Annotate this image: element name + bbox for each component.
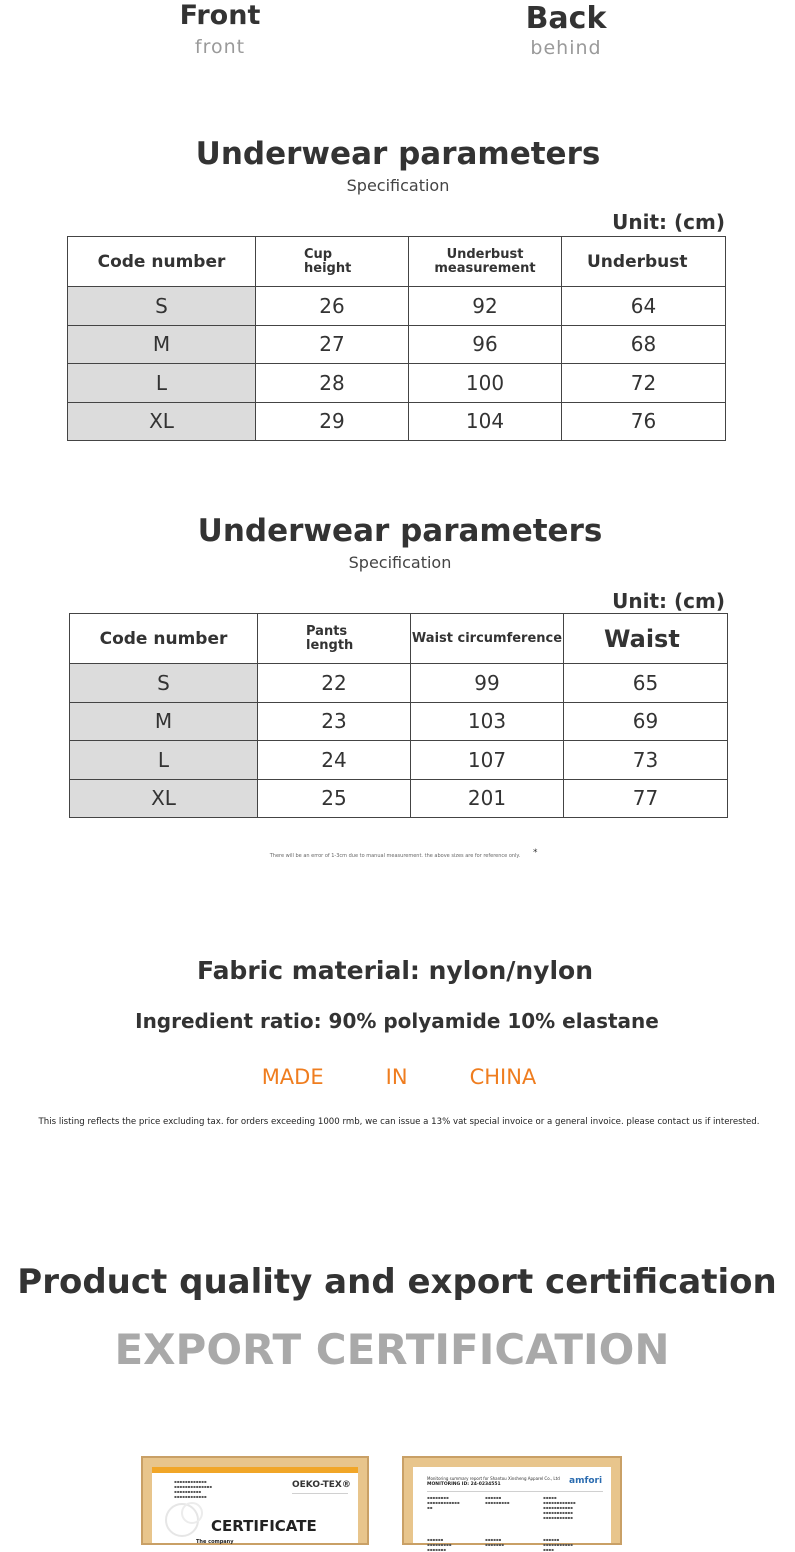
header-underbust-measurement-label: Underbust measurement — [434, 246, 536, 276]
monitoring-report-heading: Monitoring summary report for Shantou Xinsheng Apparel Co., Ltd — [427, 1476, 560, 1481]
cup-height-value: 26 — [256, 287, 409, 326]
back-title: Back — [525, 1, 607, 36]
pants-length-value: 23 — [258, 702, 411, 741]
certificate-fine-print: ▪▪▪▪▪▪▪▪▪▪▪▪ ▪▪▪▪▪▪▪▪▪▪▪▪▪▪ ▪▪▪▪▪▪▪▪▪▪ ▪▪▪▪▪▪▪▪▪▪▪▪ — [174, 1479, 212, 1499]
table-header-row — [68, 237, 726, 287]
table-row — [70, 664, 728, 703]
pants-length-value: 25 — [258, 779, 411, 818]
ingredient-ratio: Ingredient ratio: 90% polyamide 10% elastane — [135, 1009, 659, 1033]
fabric-material: Fabric material: nylon/nylon — [196, 956, 594, 985]
certification-title: Product quality and export certification — [17, 1262, 777, 1302]
waist-value: 77 — [564, 779, 728, 818]
table-row — [70, 779, 728, 818]
tax-invoice-note: This listing reflects the price excluding tax. for orders exceeding 1000 rmb, we can issue a 13% vat special invoice or a general invoice. please contact us if interested. — [38, 1117, 760, 1127]
waist-circumference-value: 201 — [411, 779, 564, 818]
table-row — [70, 741, 728, 780]
oeko-certificate-paper — [152, 1467, 358, 1543]
table-row — [68, 364, 726, 403]
table1-title: Underwear parameters — [195, 136, 601, 172]
logo-underline — [292, 1493, 348, 1494]
underbust-value: 64 — [562, 287, 726, 326]
underbust-measurement-value: 100 — [409, 364, 562, 403]
report-column-3: ▪▪▪▪▪ ▪▪▪▪▪▪▪▪▪▪▪▪ ▪▪▪▪▪▪▪▪▪▪▪ ▪▪▪▪▪▪▪▪▪▪▪ ▪▪▪▪▪▪▪▪▪▪▪ — [543, 1495, 576, 1520]
cup-height-value: 27 — [256, 325, 409, 364]
size-code: XL — [70, 779, 258, 818]
decorative-pattern-icon — [162, 1495, 217, 1545]
header-waist: Waist — [564, 614, 728, 664]
size-code: L — [68, 364, 256, 403]
waist-value: 73 — [564, 741, 728, 780]
report-column-5: ▪▪▪▪▪▪ ▪▪▪▪▪▪▪ — [485, 1537, 504, 1547]
underbust-measurement-value: 96 — [409, 325, 562, 364]
report-column-1: ▪▪▪▪▪▪▪▪ ▪▪▪▪▪▪▪▪▪▪▪▪ ▪▪ — [427, 1495, 460, 1510]
table1-subtitle: Specification — [346, 176, 450, 195]
size-code: XL — [68, 402, 256, 441]
header-pants-length — [258, 614, 411, 664]
header-code-number: Code number — [70, 614, 258, 664]
table1-unit: Unit: (cm) — [612, 210, 725, 234]
size-code: L — [70, 741, 258, 780]
size-code: M — [68, 325, 256, 364]
underbust-measurement-value: 92 — [409, 287, 562, 326]
pants-length-value: 22 — [258, 664, 411, 703]
report-divider — [427, 1491, 603, 1492]
waist-value: 65 — [564, 664, 728, 703]
measurement-note: There will be an error of 1-3cm due to manual measurement. the above sizes are for reference only. — [269, 853, 521, 859]
pants-length-value: 24 — [258, 741, 411, 780]
table-row — [68, 402, 726, 441]
header-code-number: Code number — [68, 237, 256, 287]
front-subtitle: front — [194, 36, 246, 58]
table-row — [70, 702, 728, 741]
underbust-value: 68 — [562, 325, 726, 364]
amfori-logo: amfori — [569, 1476, 603, 1486]
oeko-tex-logo: OEKO-TEX® — [292, 1480, 351, 1490]
waist-circumference-value: 103 — [411, 702, 564, 741]
certificate-label: CERTIFICATE — [211, 1517, 317, 1535]
size-table-top — [67, 236, 726, 441]
underbust-value: 72 — [562, 364, 726, 403]
report-column-6: ▪▪▪▪▪▪ ▪▪▪▪▪▪▪▪▪▪▪ ▪▪▪▪ — [543, 1537, 573, 1552]
waist-circumference-value: 107 — [411, 741, 564, 780]
report-column-4: ▪▪▪▪▪▪ ▪▪▪▪▪▪▪▪▪ ▪▪▪▪▪▪▪ — [427, 1537, 452, 1552]
table2-unit: Unit: (cm) — [612, 589, 725, 613]
note-asterisk: * — [533, 848, 538, 858]
header-pants-length-label: Pants length — [306, 623, 354, 653]
table2-title: Underwear parameters — [197, 513, 603, 549]
made-in-china: MADE IN CHINA — [261, 1065, 537, 1089]
underbust-measurement-value: 104 — [409, 402, 562, 441]
export-certification-heading: EXPORT CERTIFICATION — [114, 1325, 670, 1374]
cup-height-value: 28 — [256, 364, 409, 403]
size-code: M — [70, 702, 258, 741]
table-row — [68, 325, 726, 364]
amfori-certificate-paper — [413, 1467, 611, 1552]
header-waist-circumference: Waist circumference — [411, 614, 564, 664]
certificate-accent-bar — [152, 1467, 358, 1473]
back-subtitle: behind — [530, 37, 602, 59]
monitoring-id: MONITORING ID: 24-0234551 — [427, 1482, 501, 1487]
waist-value: 69 — [564, 702, 728, 741]
report-column-2: ▪▪▪▪▪▪ ▪▪▪▪▪▪▪▪▪ — [485, 1495, 510, 1505]
header-cup-height — [256, 237, 409, 287]
table-header-row — [70, 614, 728, 664]
front-title: Front — [179, 0, 261, 31]
certificate-company: The company — [196, 1539, 234, 1545]
cup-height-value: 29 — [256, 402, 409, 441]
header-underbust-measurement — [409, 237, 562, 287]
underbust-value: 76 — [562, 402, 726, 441]
size-code: S — [68, 287, 256, 326]
header-underbust: Underbust — [562, 237, 726, 287]
waist-circumference-value: 99 — [411, 664, 564, 703]
header-cup-height-label: Cup height — [304, 246, 352, 276]
size-code: S — [70, 664, 258, 703]
oeko-certificate-frame — [141, 1456, 369, 1545]
amfori-certificate-frame — [402, 1456, 622, 1552]
table2-subtitle: Specification — [348, 553, 452, 572]
size-table-bottom — [69, 613, 728, 818]
table-row — [68, 287, 726, 326]
